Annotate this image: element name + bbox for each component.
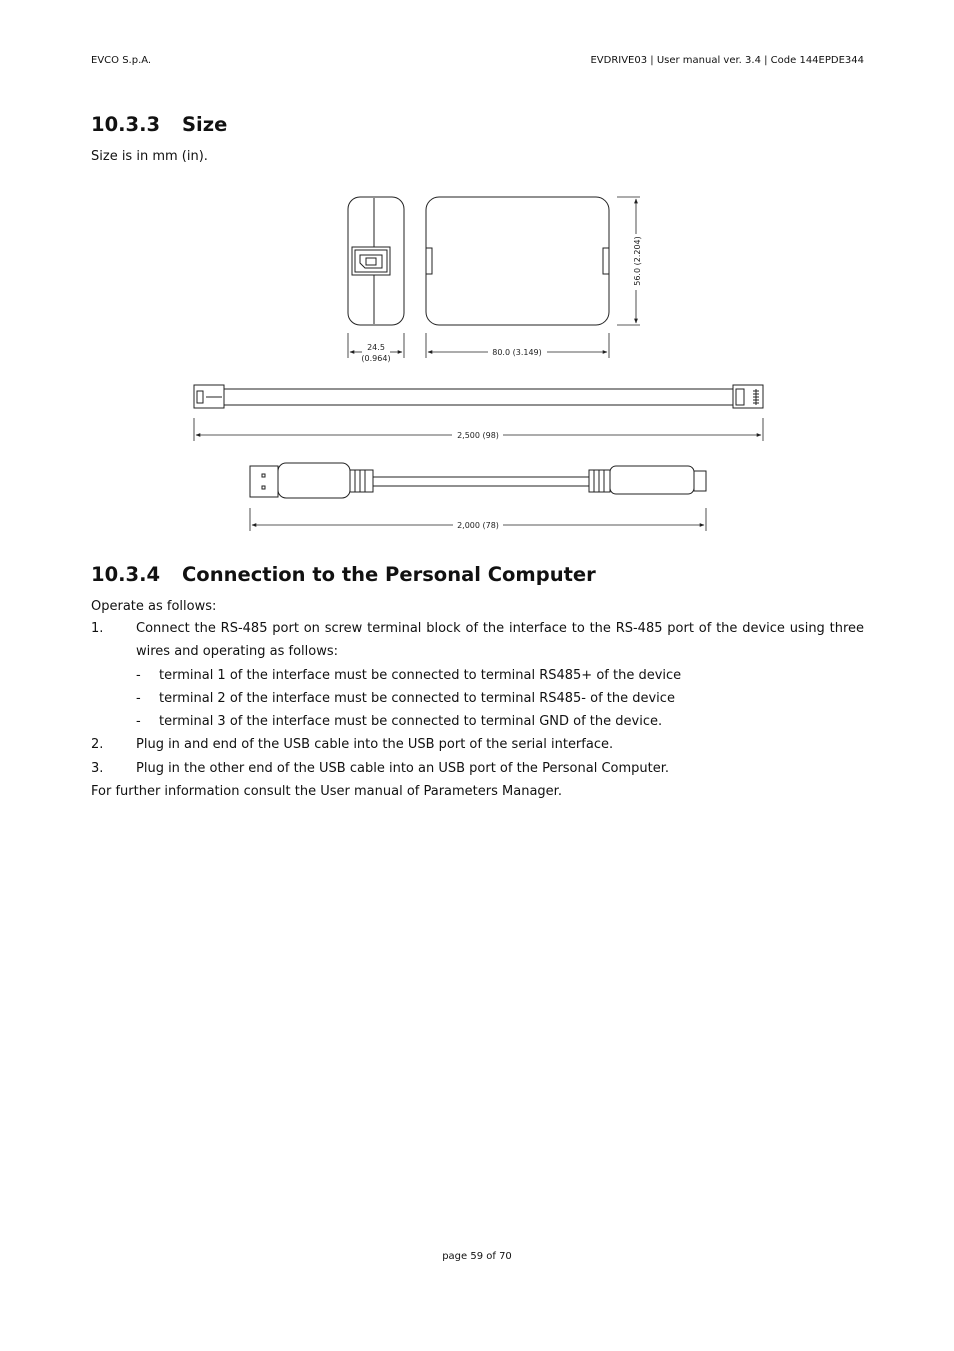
dimension-rs485-cable — [194, 418, 763, 441]
heading-size-title: Size — [182, 113, 228, 136]
dimension-depth-value: 24.5 — [367, 343, 385, 352]
header-company: EVCO S.p.A. — [91, 55, 152, 66]
step-text: Plug in and end of the USB cable into the USB port of the serial interface. — [136, 737, 614, 753]
step-3 — [91, 757, 864, 780]
connection-outro: For further information consult the User manual of Parameters Manager. — [91, 784, 562, 800]
interface-side-view — [348, 197, 404, 325]
bullet-text: terminal 1 of the interface must be connected to terminal RS485+ of the device — [159, 667, 682, 683]
heading-size-number: 10.3.3 — [91, 113, 161, 136]
rs485-cable — [194, 385, 763, 408]
step-text: Plug in the other end of the USB cable into an USB port of the Personal Computer. — [136, 760, 670, 776]
dimension-depth-inch: (0.964) — [361, 354, 391, 363]
dimension-width — [426, 333, 609, 358]
heading-connection-number: 10.3.4 — [91, 563, 161, 586]
usb-cable — [250, 463, 706, 498]
page-number: page 59 of 70 — [442, 1251, 512, 1262]
step-number: 2. — [91, 737, 104, 753]
dimension-width-label: 80.0 (3.149) — [492, 348, 542, 357]
dimension-drawing — [0, 0, 954, 560]
bullet-text: terminal 2 of the interface must be connected to terminal RS485- of the device — [159, 690, 675, 706]
interface-front-view — [426, 197, 609, 325]
size-intro: Size is in mm (in). — [91, 149, 208, 164]
dimension-usb-cable-label: 2,000 (78) — [457, 521, 499, 530]
bullet-dash: - — [136, 690, 141, 706]
bullet-text: terminal 3 of the interface must be connected to terminal GND of the device. — [159, 714, 663, 730]
connection-steps — [91, 617, 864, 803]
heading-connection-title: Connection to the Personal Computer — [182, 563, 596, 586]
step-text: Connect the RS-485 port on screw terminal block of the interface to the RS-485 port of the device using three wires and operating as follows: — [136, 621, 864, 660]
bullet-dash: - — [136, 667, 141, 683]
dimension-height-label: 56.0 (2.204) — [633, 236, 642, 286]
step-2 — [91, 733, 864, 756]
heading-connection — [91, 563, 596, 586]
dimension-depth — [348, 333, 404, 363]
dimension-height — [617, 197, 642, 325]
step-number: 1. — [91, 621, 104, 636]
dimension-rs485-cable-label: 2,500 (98) — [457, 431, 499, 440]
dimension-usb-cable — [250, 508, 706, 531]
step-number: 3. — [91, 760, 104, 776]
step-1-bullet-2 — [91, 687, 864, 710]
step-1-bullet-3 — [91, 710, 864, 733]
step-1 — [91, 617, 864, 664]
connection-intro: Operate as follows: — [91, 599, 217, 614]
step-1-bullet-1 — [91, 664, 864, 687]
header-document-info: EVDRIVE03 | User manual ver. 3.4 | Code 144EPDE344 — [590, 55, 864, 66]
bullet-dash: - — [136, 714, 141, 730]
